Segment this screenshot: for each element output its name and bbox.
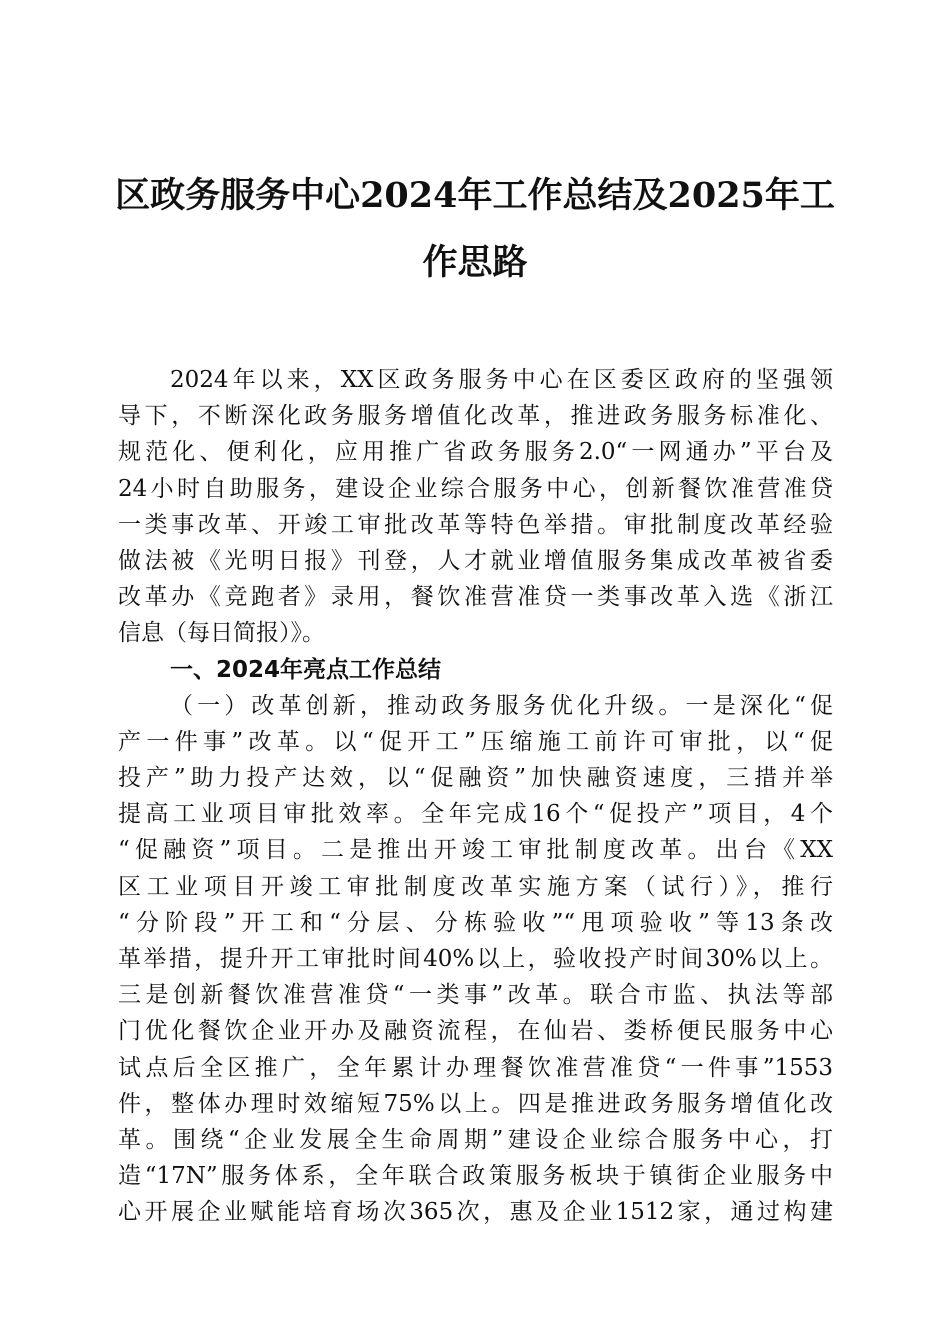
intro-paragraph-line: 一类事改革、开竣工审批改革等特色举措。审批制度改革经验 — [118, 511, 833, 538]
intro-paragraph-line: 2024年以来，XX区政务服务中心在区委区政府的坚强领 — [170, 367, 833, 393]
intro-paragraph-line: 做法被《光明日报》刊登，人才就业增值服务集成改革被省委 — [118, 547, 833, 574]
section-paragraph-line: 提高工业项目审批效率。全年完成16个“促投产”项目，4个 — [118, 801, 833, 828]
section-paragraph-line: 区工业项目开竣工审批制度改革实施方案（试行）》，推行 — [118, 873, 833, 900]
section-paragraph-line: “促融资”项目。二是推出开竣工审批制度改革。出台《XX — [118, 837, 833, 864]
document-title-line-1: 区政务服务中心2024年工作总结及2025年工 — [115, 175, 835, 216]
section-paragraph-line: 门优化餐饮企业开办及融资流程，在仙岩、娄桥便民服务中心 — [118, 1018, 833, 1045]
section-paragraph-line: （一）改革创新，推动政务服务优化升级。一是深化“促 — [170, 692, 833, 719]
section-heading: 一、2024年亮点工作总结 — [170, 656, 442, 683]
section-paragraph-line: 革举措，提升开工审批时间40%以上，验收投产时间30%以上。 — [118, 946, 833, 972]
document-body — [118, 362, 833, 1231]
intro-paragraph-line: 改革办《竞跑者》录用，餐饮准营准贷一类事改革入选《浙江 — [118, 584, 833, 611]
intro-paragraph-line: 导下，不断深化政务服务增值化改革，推进政务服务标准化、 — [118, 403, 833, 430]
section-paragraph-line: 产一件事”改革。以“促开工”压缩施工前许可审批，以“促 — [118, 728, 833, 755]
intro-paragraph-line: 规范化、便利化，应用推广省政务服务2.0“一网通办”平台及 — [118, 439, 833, 466]
section-paragraph-line: 心开展企业赋能培育场次365次，惠及企业1512家，通过构建 — [118, 1199, 833, 1226]
section-paragraph-line: 革。围绕“企业发展全生命周期”建设企业综合服务中心，打 — [118, 1126, 833, 1153]
section-paragraph-line: 造“17N”服务体系，全年联合政策服务板块于镇街企业服务中 — [118, 1163, 833, 1190]
section-paragraph-line: 投产”助力投产达效，以“促融资”加快融资速度，三措并举 — [118, 765, 833, 792]
document-title-line-2: 作思路 — [422, 242, 528, 283]
section-paragraph-line: 三是创新餐饮准营准贷“一类事”改革。联合市监、执法等部 — [118, 982, 833, 1009]
intro-paragraph-line: 信息（每日简报）》。 — [118, 620, 325, 647]
section-paragraph-line: 件，整体办理时效缩短75%以上。四是推进政务服务增值化改 — [118, 1090, 833, 1117]
section-paragraph-line: 试点后全区推广，全年累计办理餐饮准营准贷“一件事”1553 — [118, 1054, 833, 1081]
section-paragraph-line: “分阶段”开工和“分层、分栋验收”“甩项验收”等13条改 — [118, 909, 833, 936]
intro-paragraph-line: 24小时自助服务，建设企业综合服务中心，创新餐饮准营准贷 — [118, 475, 833, 502]
